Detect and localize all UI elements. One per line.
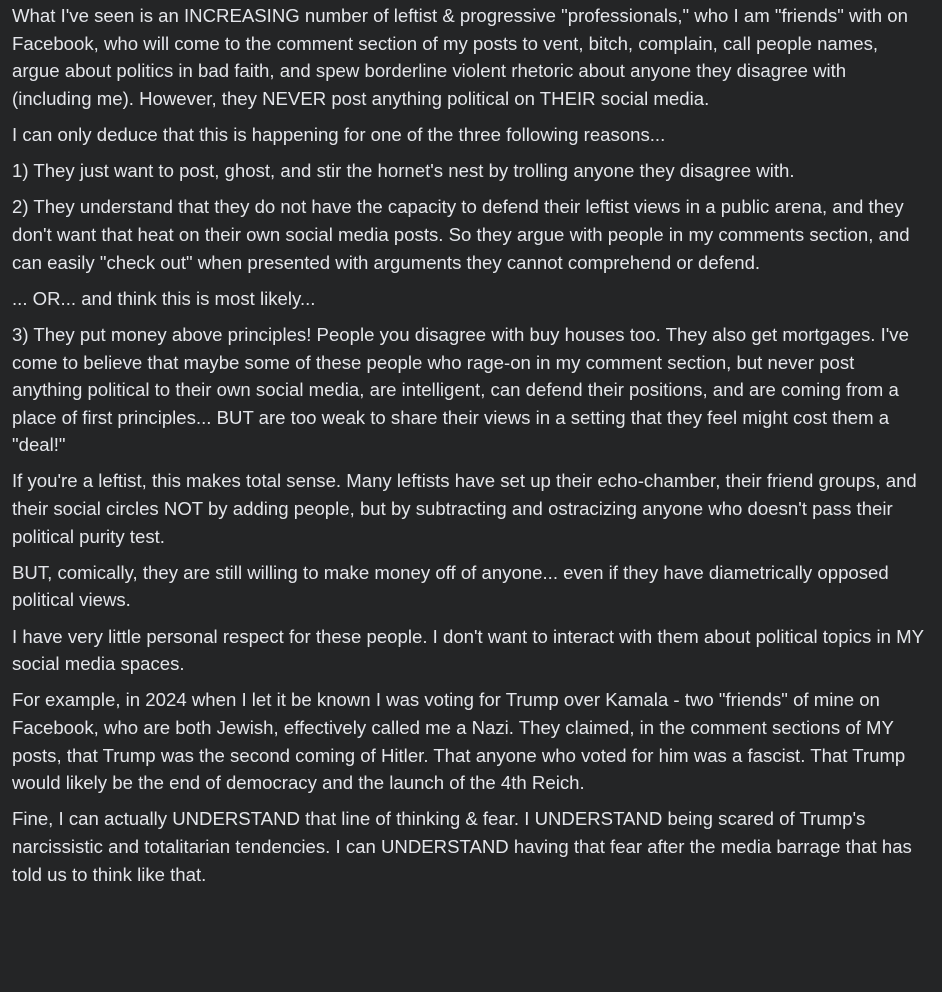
post-paragraph: Fine, I can actually UNDERSTAND that line of thinking & fear. I UNDERSTAND being scared of Trump's narcissistic and totalitarian tendencies. I can UNDERSTAND having that fear after the media barrage that has told us to think like that. <box>12 808 912 885</box>
post-paragraph: BUT, comically, they are still willing to make money off of anyone... even if they have diametrically opposed political views. <box>12 561 889 611</box>
post-paragraph: 2) They understand that they do not have the capacity to defend their leftist views in a public arena, and they don't want that heat on their own social media posts. So they argue with people in my comments section, and can easily "check out" when presented with arguments they cannot comprehend or defend. <box>12 196 910 273</box>
post-paragraph: 3) They put money above principles! People you disagree with buy houses too. They also get mortgages. I've come to believe that maybe some of these people who rage-on in my comment section, but never post anything political to their own social media, are intelligent, can defend their positions, and are coming from a place of first principles... BUT are too weak to share their views in a setting that they feel might cost them a "deal!" <box>12 323 909 456</box>
post-paragraph: What I've seen is an INCREASING number of leftist & progressive "professionals," who I am "friends" with on Facebook, who will come to the comment section of my posts to vent, bitch, complain, call people names, argue about politics in bad faith, and spew borderline violent rhetoric about anyone they disagree with (including me). However, they NEVER post anything political on THEIR social media. <box>12 5 908 109</box>
post-paragraph: If you're a leftist, this makes total sense. Many leftists have set up their echo-chamber, their friend groups, and their social circles NOT by adding people, but by subtracting and ostracizing anyone who doesn't pass their political purity test. <box>12 470 917 547</box>
post-paragraph: For example, in 2024 when I let it be known I was voting for Trump over Kamala - two "friends" of mine on Facebook, who are both Jewish, effectively called me a Nazi. They claimed, in the comment sections of MY posts, that Trump was the second coming of Hitler. That anyone who voted for him was a fascist. That Trump would likely be the end of democracy and the launch of the 4th Reich. <box>12 689 906 794</box>
post-paragraph: ... OR... and think this is most likely... <box>12 287 316 309</box>
post-paragraph: 1) They just want to post, ghost, and stir the hornet's nest by trolling anyone they disagree with. <box>12 160 795 182</box>
post-paragraph: I can only deduce that this is happening for one of the three following reasons... <box>12 123 666 145</box>
post-paragraph: I have very little personal respect for these people. I don't want to interact with them about political topics in MY social media spaces. <box>12 625 924 675</box>
